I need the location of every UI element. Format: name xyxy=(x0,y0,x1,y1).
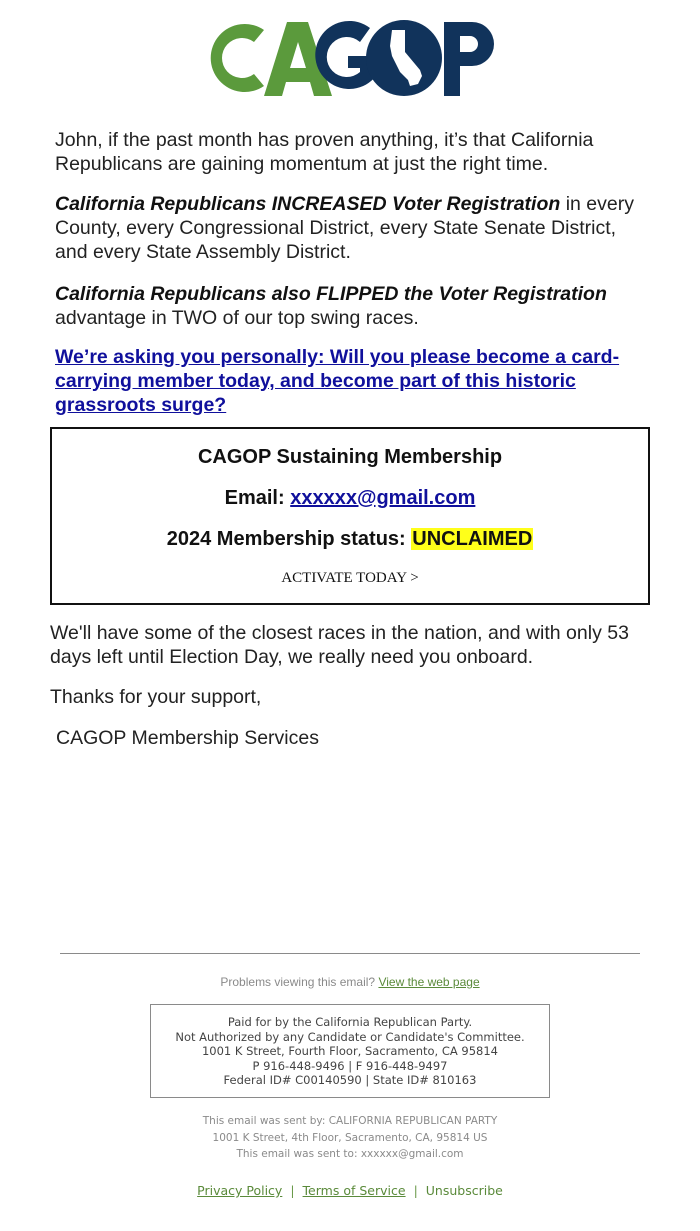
paid-line: Federal ID# C00140590 | State ID# 810163 xyxy=(223,1073,477,1087)
membership-status-row xyxy=(52,528,648,551)
terms-of-service-link[interactable]: Terms of Service xyxy=(302,1183,406,1198)
paid-line: P 916-448-9496 | F 916-448-9497 xyxy=(252,1058,448,1073)
membership-title: CAGOP Sustaining Membership xyxy=(197,446,503,468)
flipped-detail: advantage in TWO of our top swing races. xyxy=(55,307,419,329)
footer-divider xyxy=(60,953,640,954)
registration-paragraph xyxy=(55,192,645,264)
status-badge: UNCLAIMED xyxy=(412,528,533,550)
election-paragraph: We'll have some of the closest races in the nation, and with only 53 days left until Election Day, we really need you onboard. xyxy=(50,622,629,668)
paid-line: Paid for by the California Republican Party. xyxy=(227,1015,473,1029)
paid-line: Not Authorized by any Candidate or Candidate's Committee. xyxy=(175,1029,525,1044)
flipped-emphasis: California Republicans also FLIPPED the Voter Registration xyxy=(55,283,607,305)
cagop-logo xyxy=(202,18,498,98)
sent-by: This email was sent by: CALIFORNIA REPUBLICAN PARTY xyxy=(202,1115,498,1127)
become-member-link[interactable]: We’re asking you personally: Will you please become a card-carrying member today, and become part of this historic grassroots surge? xyxy=(55,346,620,416)
privacy-policy-link[interactable]: Privacy Policy xyxy=(197,1183,283,1198)
registration-detail: in every County, every Congressional District, every State Senate District, and every State Assembly District. xyxy=(55,193,634,263)
problems-viewing-row xyxy=(0,975,700,989)
link-separator: | xyxy=(290,1183,295,1198)
intro-paragraph: John, if the past month has proven anything, it’s that California Republicans are gaining momentum at just the right time. xyxy=(55,129,594,175)
sent-to: This email was sent to: xxxxxx@gmail.com xyxy=(236,1148,464,1160)
status-label: 2024 Membership status: xyxy=(166,528,412,550)
registration-emphasis: California Republicans INCREASED Voter Registration xyxy=(55,193,561,215)
flipped-paragraph xyxy=(55,282,645,330)
paid-for-disclaimer xyxy=(150,1004,550,1098)
thanks-paragraph: Thanks for your support, xyxy=(50,686,262,708)
unsubscribe-link[interactable]: Unsubscribe xyxy=(425,1183,503,1198)
cagop-logo-graphic xyxy=(202,18,498,98)
link-separator: | xyxy=(413,1183,418,1198)
problems-text: Problems viewing this email? xyxy=(220,975,379,989)
sent-info xyxy=(0,1113,700,1163)
email-link[interactable]: xxxxxx@gmail.com xyxy=(290,487,476,509)
paid-line: 1001 K Street, Fourth Floor, Sacramento, CA 95814 xyxy=(201,1044,498,1058)
membership-email-row xyxy=(52,487,648,510)
view-web-page-link[interactable]: View the web page xyxy=(378,975,480,989)
footer-links xyxy=(0,1183,700,1198)
activate-today-button[interactable]: ACTIVATE TODAY > xyxy=(281,570,419,586)
signature: CAGOP Membership Services xyxy=(56,727,319,749)
ask-paragraph xyxy=(55,345,645,417)
membership-card[interactable] xyxy=(50,427,650,605)
sent-address: 1001 K Street, 4th Floor, Sacramento, CA, 95814 US xyxy=(212,1131,488,1144)
email-label: Email: xyxy=(224,487,291,509)
